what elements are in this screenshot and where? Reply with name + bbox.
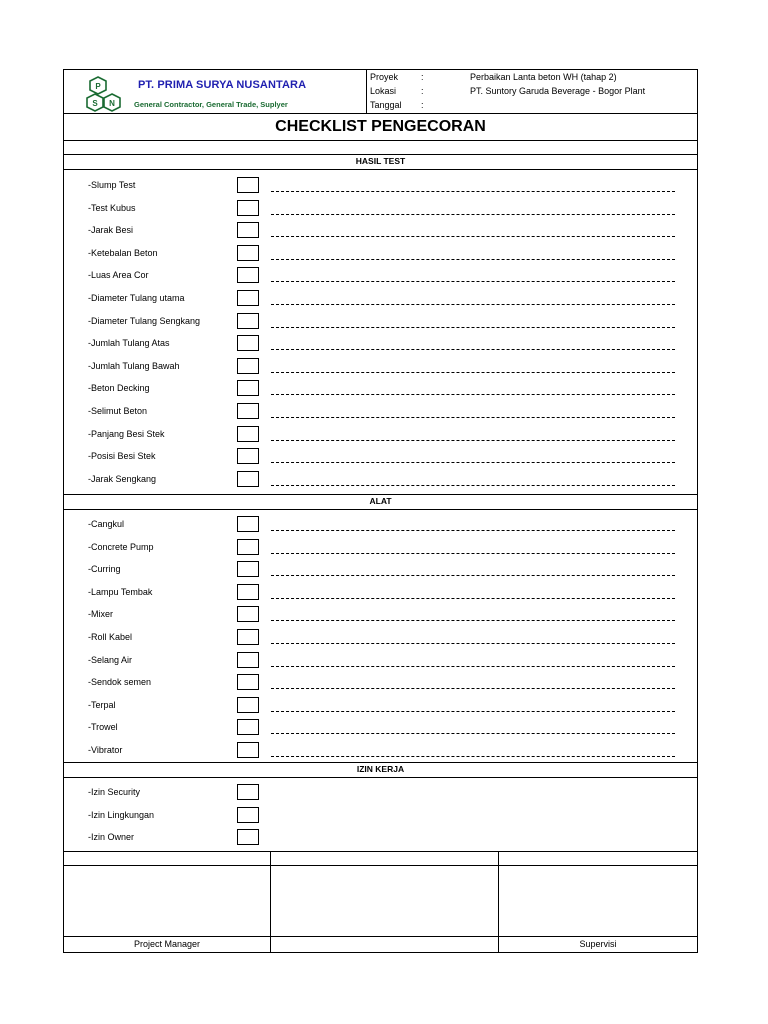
rule	[64, 865, 697, 866]
checklist-notes-line[interactable]	[271, 598, 675, 599]
checklist-checkbox[interactable]	[237, 426, 259, 442]
checklist-notes-line[interactable]	[271, 666, 675, 667]
checklist-checkbox[interactable]	[237, 200, 259, 216]
checklist-checkbox[interactable]	[237, 784, 259, 800]
checklist-item-label: -Lampu Tembak	[88, 586, 153, 597]
checklist-item-label: -Test Kubus	[88, 202, 136, 213]
checklist-checkbox[interactable]	[237, 245, 259, 261]
date-label: Tanggal	[370, 100, 402, 110]
checklist-item-label: -Selang Air	[88, 654, 133, 665]
checklist-item	[64, 539, 697, 557]
checklist-sheet	[63, 69, 698, 953]
checklist-notes-line[interactable]	[271, 304, 675, 305]
checklist-item	[64, 561, 697, 579]
checklist-checkbox[interactable]	[237, 380, 259, 396]
checklist-notes-line[interactable]	[271, 620, 675, 621]
rule	[64, 851, 697, 852]
checklist-notes-line[interactable]	[271, 688, 675, 689]
rule	[64, 509, 697, 510]
checklist-checkbox[interactable]	[237, 584, 259, 600]
checklist-item	[64, 267, 697, 285]
rule	[64, 140, 697, 141]
checklist-checkbox[interactable]	[237, 471, 259, 487]
project-value: Perbaikan Lanta beton WH (tahap 2)	[470, 72, 617, 82]
checklist-notes-line[interactable]	[271, 462, 675, 463]
checklist-notes-line[interactable]	[271, 372, 675, 373]
checklist-checkbox[interactable]	[237, 697, 259, 713]
checklist-item	[64, 335, 697, 353]
checklist-notes-line[interactable]	[271, 236, 675, 237]
checklist-notes-line[interactable]	[271, 417, 675, 418]
section-heading-alat: ALAT	[369, 496, 392, 506]
checklist-item	[64, 358, 697, 376]
checklist-notes-line[interactable]	[271, 553, 675, 554]
checklist-item	[64, 313, 697, 331]
checklist-item	[64, 222, 697, 240]
company-logo-icon	[86, 75, 122, 113]
checklist-checkbox[interactable]	[237, 561, 259, 577]
document-title: CHECKLIST PENGECORAN	[275, 118, 486, 135]
checklist-checkbox[interactable]	[237, 719, 259, 735]
checklist-notes-line[interactable]	[271, 530, 675, 531]
checklist-item	[64, 245, 697, 263]
logo-letter-p: P	[95, 82, 101, 91]
logo-letter-n: N	[109, 99, 115, 108]
checklist-notes-line[interactable]	[271, 733, 675, 734]
checklist-item-label: -Vibrator	[88, 745, 123, 755]
checklist-checkbox[interactable]	[237, 807, 259, 823]
logo-letter-s: S	[92, 99, 98, 108]
company-tagline: General Contractor, General Trade, Suplyer	[134, 100, 288, 109]
checklist-item-label: -Izin Security	[88, 787, 141, 797]
checklist-notes-line[interactable]	[271, 756, 675, 757]
checklist-checkbox[interactable]	[237, 313, 259, 329]
checklist-item-label: -Panjang Besi Stek	[88, 428, 165, 439]
rule	[64, 936, 697, 937]
checklist-item-label: -Beton Decking	[88, 383, 150, 394]
checklist-item	[64, 784, 697, 802]
checklist-item-label: -Diameter Tulang Sengkang	[88, 315, 201, 326]
checklist-item	[64, 403, 697, 421]
checklist-checkbox[interactable]	[237, 674, 259, 690]
project-label: Proyek	[370, 72, 399, 82]
checklist-item-label: -Roll Kabel	[88, 632, 133, 642]
signature-divider	[498, 851, 499, 953]
signature-divider	[270, 851, 271, 953]
checklist-item-label: -Izin Owner	[88, 832, 135, 843]
checklist-item	[64, 829, 697, 847]
date-colon: :	[421, 100, 424, 110]
checklist-notes-line[interactable]	[271, 259, 675, 260]
section-heading-hasil-test: HASIL TEST	[355, 156, 406, 166]
checklist-item-label: -Ketebalan Beton	[88, 247, 158, 258]
checklist-notes-line[interactable]	[271, 485, 675, 486]
checklist-item-label: -Jarak Besi	[88, 225, 134, 236]
rule	[64, 494, 697, 495]
checklist-item-label: -Sendok semen	[88, 677, 152, 688]
rule	[64, 777, 697, 778]
checklist-item	[64, 629, 697, 647]
checklist-item-label: -Izin Lingkungan	[88, 809, 155, 820]
checklist-item-label: -Posisi Besi Stek	[88, 451, 156, 462]
checklist-checkbox[interactable]	[237, 403, 259, 419]
checklist-item-label: -Curring	[88, 564, 121, 575]
checklist-notes-line[interactable]	[271, 440, 675, 441]
checklist-item	[64, 200, 697, 218]
checklist-item	[64, 177, 697, 195]
checklist-item	[64, 719, 697, 737]
checklist-checkbox[interactable]	[237, 652, 259, 668]
checklist-checkbox[interactable]	[237, 516, 259, 532]
checklist-checkbox[interactable]	[237, 606, 259, 622]
checklist-notes-line[interactable]	[271, 575, 675, 576]
checklist-notes-line[interactable]	[271, 643, 675, 644]
signature-label-project-manager: Project Manager	[133, 939, 201, 949]
checklist-item	[64, 807, 697, 825]
checklist-item	[64, 516, 697, 534]
rule	[64, 169, 697, 170]
checklist-checkbox[interactable]	[237, 539, 259, 555]
checklist-item-label: -Mixer	[88, 609, 113, 620]
checklist-item-label: -Slump Test	[88, 180, 136, 190]
checklist-checkbox[interactable]	[237, 829, 259, 845]
project-colon: :	[421, 72, 424, 82]
rule	[64, 113, 697, 114]
checklist-checkbox[interactable]	[237, 742, 259, 758]
checklist-item-label: -Cangkul	[88, 519, 125, 529]
checklist-item-label: -Luas Area Cor	[88, 270, 149, 281]
checklist-checkbox[interactable]	[237, 358, 259, 374]
checklist-checkbox[interactable]	[237, 177, 259, 193]
checklist-item	[64, 742, 697, 760]
checklist-item	[64, 652, 697, 670]
location-value: PT. Suntory Garuda Beverage - Bogor Plant	[470, 86, 646, 96]
checklist-item	[64, 584, 697, 602]
checklist-notes-line[interactable]	[271, 327, 675, 328]
checklist-item	[64, 606, 697, 624]
checklist-checkbox[interactable]	[237, 290, 259, 306]
checklist-checkbox[interactable]	[237, 448, 259, 464]
checklist-notes-line[interactable]	[271, 281, 675, 282]
checklist-checkbox[interactable]	[237, 267, 259, 283]
rule	[64, 154, 697, 155]
checklist-item	[64, 674, 697, 692]
company-name: PT. PRIMA SURYA NUSANTARA	[138, 79, 307, 91]
rule	[64, 762, 697, 763]
checklist-item-label: -Jumlah Tulang Atas	[88, 338, 170, 349]
section-heading-izin-kerja: IZIN KERJA	[356, 764, 405, 774]
checklist-item	[64, 448, 697, 466]
checklist-notes-line[interactable]	[271, 191, 675, 192]
checklist-item-label: -Jumlah Tulang Bawah	[88, 360, 180, 371]
checklist-item	[64, 426, 697, 444]
checklist-checkbox[interactable]	[237, 222, 259, 238]
checklist-notes-line[interactable]	[271, 214, 675, 215]
checklist-item-label: -Selimut Beton	[88, 406, 148, 416]
checklist-item	[64, 697, 697, 715]
checklist-item-label: -Jarak Sengkang	[88, 473, 157, 484]
checklist-notes-line[interactable]	[271, 394, 675, 395]
checklist-item-label: -Concrete Pump	[88, 541, 154, 552]
checklist-notes-line[interactable]	[271, 349, 675, 350]
checklist-item-label: -Trowel	[88, 722, 118, 733]
checklist-checkbox[interactable]	[237, 629, 259, 645]
checklist-item	[64, 471, 697, 489]
checklist-item	[64, 290, 697, 308]
location-label: Lokasi	[370, 86, 397, 96]
header-divider	[366, 70, 367, 114]
signature-label-supervisi: Supervisi	[579, 939, 617, 949]
checklist-item-label: -Terpal	[88, 699, 116, 710]
checklist-notes-line[interactable]	[271, 711, 675, 712]
checklist-item-label: -Diameter Tulang utama	[88, 293, 185, 303]
location-colon: :	[421, 86, 424, 96]
checklist-item	[64, 380, 697, 398]
checklist-checkbox[interactable]	[237, 335, 259, 351]
